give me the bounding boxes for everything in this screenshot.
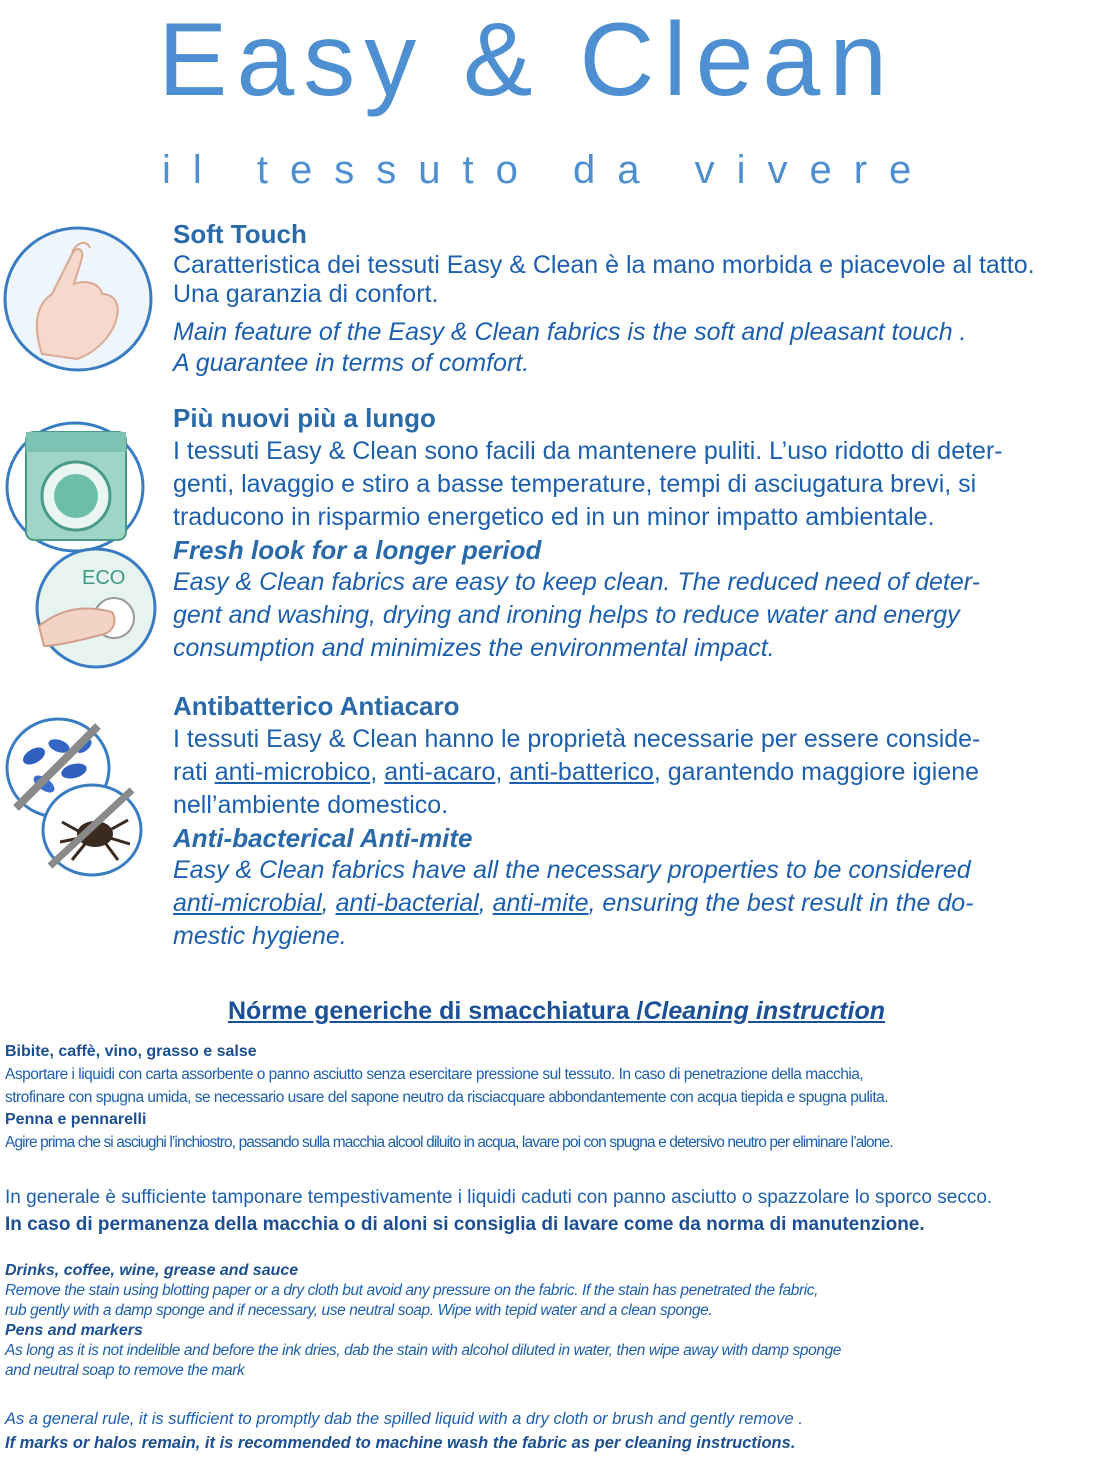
soft-touch-section bbox=[173, 218, 1093, 379]
antibac-it-line: nell’ambiente domestico. bbox=[173, 790, 449, 819]
hand-touch-icon bbox=[2, 224, 154, 374]
general-en-text: As a general rule, it is sufficient to promptly dab the spilled liquid with a dry cloth or brush and gently remove . bbox=[5, 1410, 803, 1428]
drinks-it-text: Asportare i liquidi con carta assorbente o panno asciutto senza esercitare pressione sul tessuto. In caso di penetrazione della macchia, bbox=[5, 1066, 864, 1083]
drinks-it-text: strofinare con spugna umida, se necessario usare del sapone neutro da risciacquare abbondantemente con acqua tiepida e spugna pulita. bbox=[5, 1089, 889, 1106]
fresh-it-line: genti, lavaggio e stiro a basse temperature, tempi di asciugatura brevi, si bbox=[173, 469, 977, 498]
general-en-block bbox=[5, 1407, 1110, 1455]
antibac-it-line: I tessuti Easy & Clean hanno le proprietà necessarie per essere conside- bbox=[173, 724, 981, 753]
cleaning-it-block bbox=[5, 1041, 1110, 1154]
antibac-en-line: mestic hygiene. bbox=[173, 922, 347, 950]
drinks-en-text: rub gently with a damp sponge and if necessary, use neutral soap. Wipe with tepid water and a clean sponge. bbox=[5, 1302, 713, 1319]
soft-touch-heading: Soft Touch bbox=[173, 219, 307, 249]
pens-en-text: As long as it is not indelible and before the ink dries, dab the stain with alcohol diluted in water, then wipe away with damp sponge bbox=[5, 1342, 842, 1359]
eco-button-icon bbox=[34, 546, 158, 670]
pens-en-text: and neutral soap to remove the mark bbox=[5, 1362, 245, 1379]
fresh-en-line: consumption and minimizes the environmental impact. bbox=[173, 634, 775, 662]
drinks-en-text: Remove the stain using blotting paper or a dry cloth but avoid any pressure on the fabric. If the stain has penetrated the fabric, bbox=[5, 1282, 819, 1299]
general-it-block bbox=[5, 1185, 1110, 1239]
fresh-it-line: I tessuti Easy & Clean sono facili da mantenere puliti. L’uso ridotto di deter- bbox=[173, 436, 1003, 465]
antibac-heading-it: Antibatterico Antiacaro bbox=[173, 691, 460, 721]
mite-icon bbox=[40, 782, 144, 878]
fresh-heading-en: Fresh look for a longer period bbox=[173, 534, 542, 565]
cleaning-title: Nórme generiche di smacchiatura /Cleaning instruction bbox=[227, 997, 886, 1025]
term-anti-batterico: anti-batterico bbox=[509, 757, 654, 786]
washing-machine-icon bbox=[4, 420, 146, 554]
soft-touch-en-line: Main feature of the Easy & Clean fabrics is the soft and pleasant touch . bbox=[173, 317, 967, 346]
pens-en-heading: Pens and markers bbox=[5, 1322, 143, 1339]
antibac-en-line: Easy & Clean fabrics have all the necessary properties to be considered bbox=[173, 856, 971, 884]
term-anti-microbial: anti-microbial bbox=[173, 889, 322, 917]
cleaning-en-block bbox=[5, 1261, 1110, 1381]
antibac-heading-en: Anti-bacterical Anti-mite bbox=[173, 822, 473, 853]
drinks-it-heading: Bibite, caffè, vino, grasso e salse bbox=[5, 1043, 257, 1060]
soft-touch-it-line: Una garanzia di confort. bbox=[173, 279, 439, 308]
antibac-it-line: rati anti-microbico, anti-acaro, anti-batterico, garantendo maggiore igiene bbox=[173, 757, 980, 786]
soft-touch-en-line: A guarantee in terms of comfort. bbox=[173, 348, 530, 377]
soft-touch-it-line: Caratteristica dei tessuti Easy & Clean è la mano morbida e piacevole al tatto. bbox=[173, 250, 1035, 279]
brand-subtitle: il tessuto da vivere bbox=[162, 148, 934, 192]
term-anti-mite: anti-mite bbox=[492, 889, 589, 917]
fresh-heading-it: Più nuovi più a lungo bbox=[173, 403, 436, 433]
fresh-en-line: gent and washing, drying and ironing helps to reduce water and energy bbox=[173, 601, 960, 629]
general-it-text: In generale è sufficiente tamponare tempestivamente i liquidi caduti con panno asciutto o spazzolare lo sporco secco. bbox=[5, 1187, 993, 1208]
general-en-text-bold: If marks or halos remain, it is recommended to machine wash the fabric as per cleaning instructions. bbox=[5, 1434, 796, 1452]
fresh-section bbox=[173, 402, 1093, 665]
pens-it-text: Agire prima che si asciughi l’inchiostro, passando sulla macchia alcool diluito in acqua, lavare poi con spugna e detersivo neutro per eliminare l’alone. bbox=[5, 1134, 893, 1151]
term-anti-bacterial: anti-bacterial bbox=[335, 889, 479, 917]
antibac-section bbox=[173, 690, 1093, 953]
term-anti-acaro: anti-acaro bbox=[384, 757, 496, 786]
pens-it-heading: Penna e pennarelli bbox=[5, 1111, 147, 1128]
fresh-it-line: traducono in risparmio energetico ed in un minor impatto ambientale. bbox=[173, 502, 935, 531]
general-it-text-bold: In caso di permanenza della macchia o di aloni si consiglia di lavare come da norma di manutenzione. bbox=[5, 1214, 925, 1235]
antibac-en-line: anti-microbial, anti-bacterial, anti-mite, ensuring the best result in the do- bbox=[173, 889, 974, 917]
eco-label: ECO bbox=[82, 567, 126, 589]
drinks-en-heading: Drinks, coffee, wine, grease and sauce bbox=[5, 1262, 299, 1279]
brand-title: Easy & Clean bbox=[158, 2, 897, 118]
fresh-en-line: Easy & Clean fabrics are easy to keep clean. The reduced need of deter- bbox=[173, 568, 980, 596]
term-anti-microbico: anti-microbico bbox=[214, 757, 371, 786]
